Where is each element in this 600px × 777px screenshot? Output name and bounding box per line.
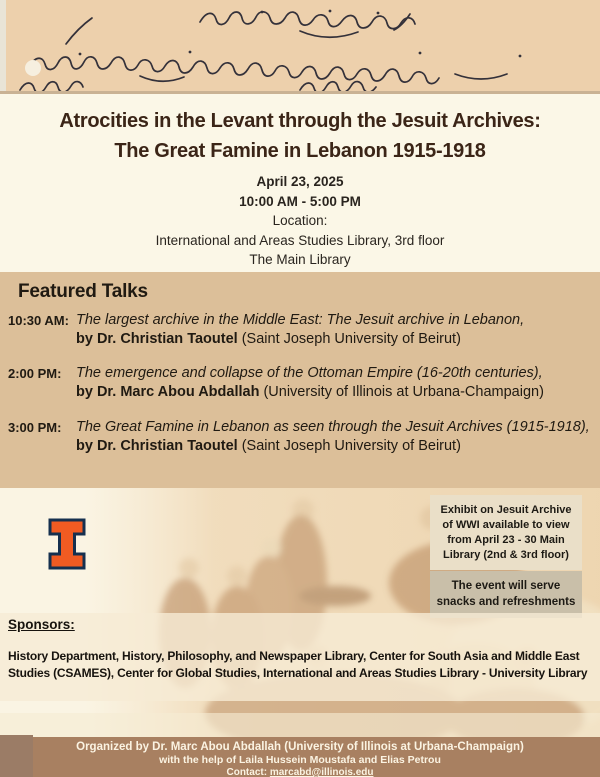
punch-hole (25, 60, 41, 76)
snacks-note-box (430, 571, 582, 618)
helpers-line: with the help of Laila Hussein Moustafa and Elias Petrou (159, 754, 441, 766)
footer-bar (0, 737, 600, 777)
talk-title: The emergence and collapse of the Ottoman Empire (16-20th centuries), (76, 365, 543, 382)
sponsors-label: Sponsors: (8, 617, 75, 632)
arabic-manuscript-image (0, 0, 600, 94)
talk-affiliation: (Saint Joseph University of Beirut) (237, 437, 461, 454)
contact-email-link[interactable]: marcabd@illinois.edu (269, 767, 374, 777)
snacks-note-text: The event will serve snacks and refreshments (436, 580, 576, 608)
talk-affiliation: (Saint Joseph University of Beirut) (237, 331, 461, 348)
featured-talks-heading: Featured Talks (18, 281, 148, 302)
lower-overlay-band (0, 713, 600, 737)
contact-label: Contact: (226, 767, 270, 777)
featured-talks-section (0, 272, 600, 488)
illinois-block-i-logo (47, 518, 87, 570)
exhibit-note-box (430, 495, 582, 570)
contact-line (0, 767, 600, 777)
event-meta (0, 172, 600, 270)
talk-speaker: by Dr. Christian Taoutel (76, 437, 238, 454)
talk-details (76, 418, 600, 456)
organizer-line: Organized by Dr. Marc Abou Abdallah (University of Illinois at Urbana-Champaign) (76, 741, 524, 753)
manuscript-left-edge (0, 0, 6, 94)
talk-speaker: by Dr. Christian Taoutel (76, 331, 238, 348)
location-line-1: International and Areas Studies Library, 3rd floor (155, 232, 445, 248)
exhibit-note-text: Exhibit on Jesuit Archive of WWI available to view from April 23 - 30 Main Library (2nd & 3rd floor) (440, 504, 572, 561)
event-time: 10:00 AM - 5:00 PM (239, 193, 361, 209)
title-line-2: The Great Famine in Lebanon 1915-1918 (114, 140, 486, 162)
sponsors-text: History Department, History, Philosophy, and Newspaper Library, Center for South Asia and Middle East Studies (CSAMES), Center for Global Studies, International and Areas Studies Library - University Library (8, 649, 588, 680)
talk-time: 10:30 AM: (8, 313, 69, 328)
photo-section (0, 488, 600, 737)
talk-speaker: by Dr. Marc Abou Abdallah (76, 384, 260, 401)
title-line-1: Atrocities in the Levant through the Jesuit Archives: (59, 110, 541, 132)
talk-time: 3:00 PM: (8, 419, 62, 435)
arabic-handwriting-strokes (0, 0, 600, 94)
talk-item (0, 364, 600, 402)
talk-details (76, 364, 600, 402)
footer-left-block (0, 735, 33, 777)
location-line-2: The Main Library (249, 252, 351, 268)
event-date: April 23, 2025 (256, 174, 344, 189)
talk-time: 2:00 PM: (8, 366, 62, 382)
page-title (0, 106, 600, 166)
talk-title: The largest archive in the Middle East: The Jesuit archive in Lebanon, (76, 312, 525, 328)
talk-affiliation: (University of Illinois at Urbana-Champaign) (259, 384, 544, 401)
talk-item (0, 311, 600, 349)
poster-header (0, 94, 600, 272)
talk-title: The Great Famine in Lebanon as seen through the Jesuit Archives (1915-1918), (76, 418, 590, 435)
talk-details (76, 311, 600, 349)
talk-item (0, 418, 600, 456)
location-label: Location: (272, 213, 328, 229)
